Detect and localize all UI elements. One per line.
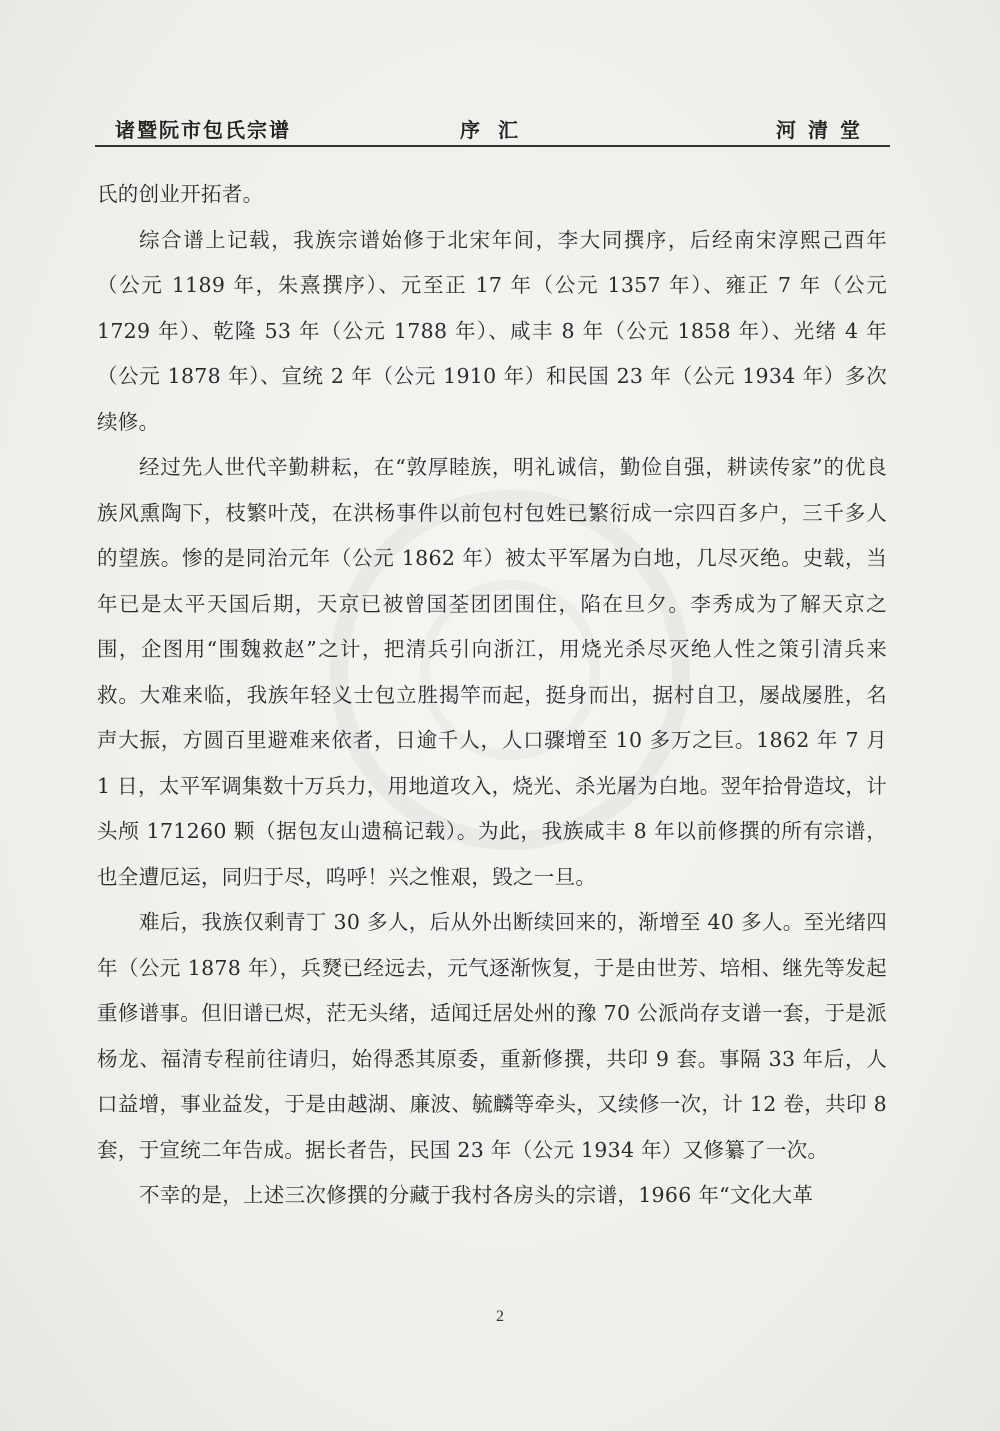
header-divider (95, 145, 890, 147)
header-book-title: 诸暨阮市包氏宗谱 (115, 118, 291, 142)
paragraph-continuation: 氏的创业开拓者。 (97, 182, 264, 206)
header-section-title: 序汇 (460, 118, 536, 142)
page-number: 2 (496, 1308, 504, 1325)
body-text (97, 172, 887, 1219)
running-header (95, 110, 890, 146)
paragraph: 不幸的是，上述三次修撰的分藏于我村各房头的宗谱，1966 年“文化大革 (139, 1183, 814, 1207)
header-hall-name: 河清堂 (776, 118, 872, 142)
paragraph: 综合谱上记载，我族宗谱始修于北宋年间，李大同撰序，后经南宋淳熙己酉年（公元 1189 年，朱熹撰序）、元至正 17 年（公元 1357 年）、雍正 7 年（公元 1729 年）、乾隆 53 年（公元 1788 年）、咸丰 8 年（公元 1858 年）、光绪 4 年（公元 1878 年）、宣统 2 年（公元 1910 年）和民国 23 年（公元 1934 年）多次续修。 (97, 227, 887, 434)
paragraph: 难后，我族仅剩青丁 30 多人，后从外出断续回来的，渐增至 40 多人。至光绪四年（公元 1878 年），兵燹已经远去，元气逐渐恢复，于是由世芳、培相、继先等发起重修谱事。但旧谱已烬，茫无头绪，适闻迁居处州的豫 70 公派尚存支谱一套，于是派杨龙、福清专程前往请归，始得悉其原委，重新修撰，共印 9 套。事隔 33 年后，人口益增，事业益发，于是由越湖、廉波、毓麟等牵头，又续修一次，计 12 卷，共印 8 套，于宣统二年告成。据长者告，民国 23 年（公元 1934 年）又修纂了一次。 (97, 910, 887, 1162)
paragraph: 经过先人世代辛勤耕耘，在“敦厚睦族，明礼诚信，勤俭自强，耕读传家”的优良族风熏陶下，枝繁叶茂，在洪杨事件以前包村包姓已繁衍成一宗四百多户，三千多人的望族。惨的是同治元年（公元 1862 年）被太平军屠为白地，几尽灭绝。史载，当年已是太平天国后期，天京已被曾国荃团团围住，陷在旦夕。李秀成为了解天京之围，企图用“围魏救赵”之计，把清兵引向浙江，用烧光杀尽灭绝人性之策引清兵来救。大难来临，我族年轻义士包立胜揭竿而起，挺身而出，据村自卫，屡战屡胜，名声大振，方圆百里避难来依者，日逾千人，人口骤增至 10 多万之巨。1862 年 7 月 1 日，太平军调集数十万兵力，用地道攻入，烧光、杀光屠为白地。翌年拾骨造坟，计头颅 171260 颗（据包友山遗稿记载）。为此，我族咸丰 8 年以前修撰的所有宗谱，也全遭厄运，同归于尽，呜呼！兴之惟艰，毁之一旦。 (97, 455, 887, 889)
